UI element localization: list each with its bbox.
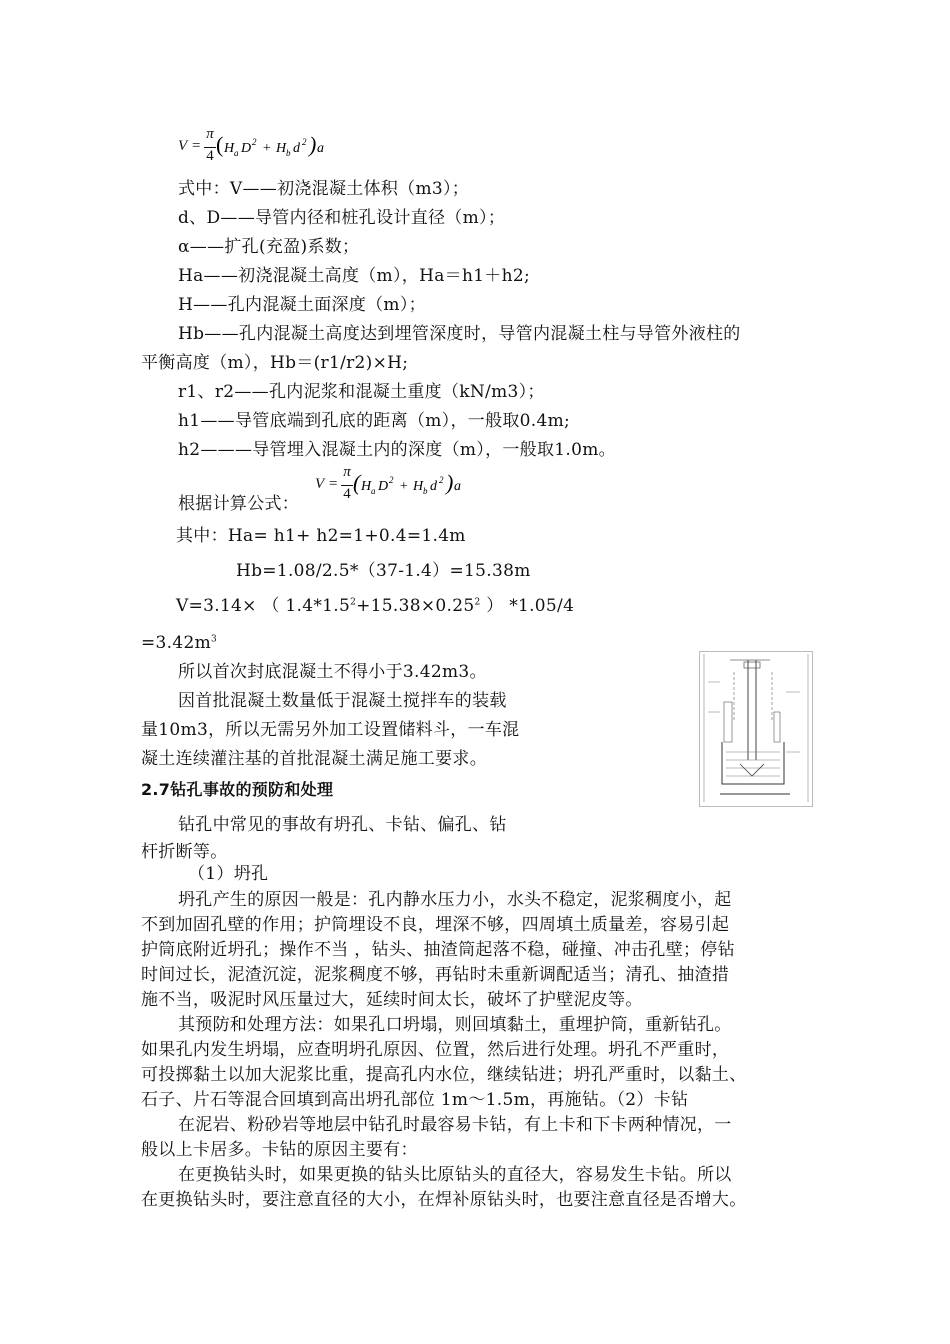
text-line: 平衡高度（m），Hb＝(r1/r2)×H;: [141, 353, 409, 373]
text-line: 杆折断等。: [141, 842, 228, 862]
text-line: 坍孔产生的原因一般是：孔内静水压力小，水头不稳定，泥浆稠度小，起: [178, 890, 732, 910]
svg-text:): ): [309, 132, 317, 157]
formula-eq: =: [192, 138, 201, 154]
formula-calc: [315, 464, 535, 508]
superscript: 2: [474, 597, 481, 608]
text-line: 量10m3，所以无需另外加工设置储料斗，一车混: [141, 720, 520, 740]
text-line: 施不当，吸泥时风压量过大，延续时间太长，破坏了护壁泥皮等。: [141, 990, 643, 1010]
formula-v: V: [315, 476, 325, 492]
text-line: 护筒底附近坍孔；操作不当 ，钻头、抽渣筒起落不稳，碰撞、冲击孔壁；停钻: [141, 940, 735, 960]
svg-text:2: 2: [302, 137, 307, 147]
superscript: 2: [350, 597, 357, 608]
text-line: 石子、片石等混合回填到高出坍孔部位 1m～1.5m，再施钻。（2）卡钻: [141, 1090, 689, 1110]
calc-result: [141, 632, 217, 654]
svg-text:D: D: [241, 141, 252, 156]
formula-body: [353, 470, 533, 500]
svg-text:a: a: [454, 479, 461, 494]
text-line: 因首批混凝土数量低于混凝土搅拌车的装载: [178, 691, 507, 711]
svg-text:b: b: [423, 486, 428, 496]
text-line: h2———导管埋入混凝土内的深度（m），一般取1.0m。: [178, 440, 616, 460]
svg-text:+: +: [399, 479, 409, 494]
text-line: 所以首次封底混凝土不得小于3.42m3。: [178, 662, 487, 682]
text-line: 根据计算公式：: [178, 494, 300, 514]
calc-part: ） *1.05/4: [480, 596, 575, 616]
formula-pi: π: [206, 126, 214, 142]
formula-body: [216, 132, 396, 162]
svg-text:H: H: [224, 141, 235, 156]
text-line: h1——导管底端到孔底的距离（m），一般取0.4m;: [178, 411, 571, 431]
superscript: 3: [211, 634, 218, 645]
svg-text:H: H: [361, 479, 372, 494]
svg-text:D: D: [378, 479, 389, 494]
text-line: （1）坍孔: [188, 864, 269, 884]
svg-text:2: 2: [389, 475, 394, 485]
text-line: 钻孔中常见的事故有坍孔、卡钻、偏孔、钻: [178, 815, 507, 835]
text-line: 其中：Ha= h1+ h2=1+0.4=1.4m: [176, 526, 466, 546]
calc-part: =3.42m: [141, 633, 212, 653]
text-line: 在泥岩、粉砂岩等地层中钻孔时最容易卡钻，有上卡和下卡两种情况，一: [178, 1115, 732, 1135]
calc-part: +15.38×0.25: [356, 596, 475, 616]
svg-text:+: +: [262, 141, 272, 156]
drilling-diagram: [700, 652, 812, 806]
svg-text:(: (: [353, 470, 361, 495]
text-line: Ha——初浇混凝土高度（m），Ha＝h1＋h2;: [178, 266, 530, 286]
text-line: 其预防和处理方法：如果孔口坍塌，则回填黏土，重埋护筒，重新钻孔。: [178, 1015, 732, 1035]
svg-text:(: (: [216, 132, 224, 157]
svg-text:d: d: [293, 141, 300, 156]
formula-four: 4: [343, 486, 351, 502]
calc-line-v: [176, 595, 574, 617]
calc-part: V=3.14× （ 1.4*1.5: [176, 596, 351, 616]
text-line: 不到加固孔壁的作用；护筒埋设不良，埋深不够，四周填土质量差，容易引起: [141, 915, 730, 935]
formula-pi: π: [343, 464, 351, 480]
text-line: 时间过长，泥渣沉淀，泥浆稠度不够，再钻时未重新调配适当；清孔、抽渣措: [141, 965, 730, 985]
text-line: 可投掷黏土以加大泥浆比重，提高孔内水位，继续钻进；坍孔严重时，以黏土、: [141, 1065, 747, 1085]
formula-four: 4: [206, 148, 214, 164]
svg-text:): ): [446, 470, 454, 495]
svg-text:2: 2: [252, 137, 257, 147]
text-line: α——扩孔(充盈)系数；: [178, 237, 360, 257]
svg-text:2: 2: [439, 475, 444, 485]
formula-initial-volume: [178, 126, 398, 170]
text-line: 在更换钻头时，如果更换的钻头比原钻头的直径大，容易发生卡钻。所以: [178, 1165, 732, 1185]
text-line: 在更换钻头时，要注意直径的大小，在焊补原钻头时，也要注意直径是否增大。: [141, 1190, 747, 1210]
svg-text:d: d: [430, 479, 437, 494]
text-line: Hb=1.08/2.5*（37-1.4）=15.38m: [236, 561, 531, 581]
svg-text:H: H: [276, 141, 287, 156]
text-line: 式中：V——初浇混凝土体积（m3）；: [178, 179, 470, 199]
formula-eq: =: [329, 476, 338, 492]
drilling-diagram-figure: [699, 651, 813, 807]
text-line: d、D——导管内径和桩孔设计直径（m）；: [178, 208, 506, 228]
text-line: 如果孔内发生坍塌，应查明坍孔原因、位置，然后进行处理。坍孔不严重时，: [141, 1040, 730, 1060]
svg-text:a: a: [317, 141, 324, 156]
text-line: H——孔内混凝土面深度（m）；: [178, 295, 426, 315]
text-line: r1、r2——孔内泥浆和混凝土重度（kN/m3）；: [178, 382, 545, 402]
svg-text:a: a: [371, 486, 376, 496]
svg-text:b: b: [286, 148, 291, 158]
section-heading: 2.7钻孔事故的预防和处理: [141, 780, 334, 799]
svg-text:H: H: [413, 479, 424, 494]
formula-v: V: [178, 138, 188, 154]
svg-text:a: a: [234, 148, 239, 158]
text-line: 凝土连续灌注基的首批混凝土满足施工要求。: [141, 749, 487, 769]
text-line: Hb——孔内混凝土高度达到埋管深度时，导管内混凝土柱与导管外液柱的: [178, 324, 741, 344]
text-line: 般以上卡居多。卡钻的原因主要有：: [141, 1140, 418, 1160]
